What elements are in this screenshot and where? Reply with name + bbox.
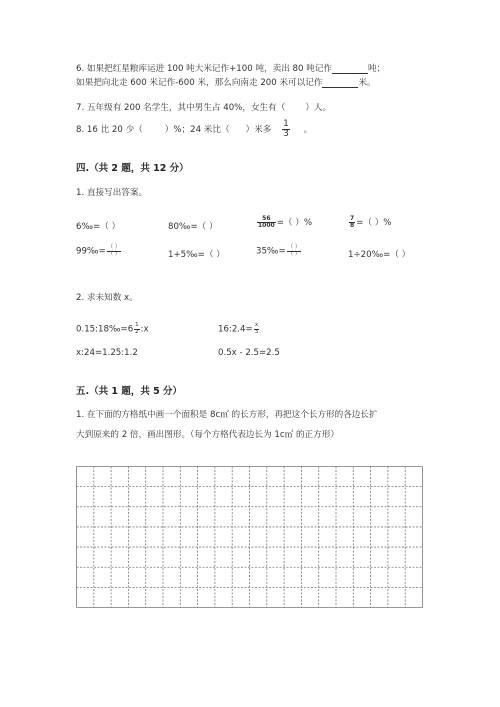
calc-r1c1[interactable]: 6‰=（ ） [76,222,121,232]
q8-end: 。 [303,125,313,135]
q6-line1-text: 6. 如果把红星粮库运进 100 吨大米记作+100 吨，卖出 80 吨记作 [76,64,333,74]
calc-r2c4[interactable]: 1÷20‰=（ ） [348,250,411,260]
grid-paper[interactable] [76,466,423,608]
q6-line2-text: 如果把向北走 600 米记作-600 米，那么向南走 200 米可以记作 [76,78,323,88]
calc-r2c1-pre: 99‰= [76,246,106,257]
calc-r2c3-fraction [287,245,302,257]
equation-1-pre: 0.15:18‰=6 [76,324,134,335]
q8-text-a: 8. 16 比 20 少（ [76,125,143,135]
q6-line1 [76,62,385,74]
equation-2-den: 3 [254,328,259,335]
section5-line1: 1. 在下面的方格纸中画一个面积是 8c㎡ 的长方形，再把这个长方形的各边长扩 [76,410,378,420]
calc-r2c3[interactable] [256,245,302,257]
calc-r1c3-fraction [257,216,276,229]
calc-r1c3-den: 1000 [258,222,275,229]
calc-r2c1-num: （ ） [107,244,121,250]
equation-1-post: :x [140,324,149,335]
equation-2-fraction [254,323,260,335]
equation-4[interactable]: 0.5x - 2.5=2.5 [218,348,280,358]
section5-line2: 大到原来的 2 倍，画出图形。（每个方格代表边长为 1c㎡ 的正方形） [76,430,339,440]
calc-r2c1-fraction [107,245,122,257]
q8-text-b: ）%；24 米比（ [164,125,230,135]
calc-r2c3-den: （ ） [287,250,301,257]
equation-2-pre: 16:2.4= [218,324,253,335]
calc-r1c2[interactable]: 80‰=（ ） [168,222,218,232]
q8-fraction [282,120,290,139]
equation-1-fraction [134,323,140,335]
q7-end: ）人。 [305,103,332,113]
q6-blank-2[interactable] [322,77,358,88]
calc-r1c4-fraction [349,216,355,229]
calc-r1c3-rest: =（ ）% [276,218,312,228]
q8-line [76,120,312,139]
calc-r2c1[interactable] [76,245,122,257]
equation-1[interactable] [76,323,149,335]
calc-r1c4-rest: =（ ）% [356,218,392,228]
section4-q1: 1. 直接写出答案。 [76,188,148,198]
q7-text: 7. 五年级有 200 名学生，其中男生占 40%，女生有（ [76,103,286,113]
section4-q2: 2. 求未知数 x。 [76,293,138,303]
calc-r1c4-num: 7 [350,215,355,222]
equation-1-den: 2 [135,328,139,335]
calc-r2c3-pre: 35‰= [256,246,286,257]
calc-r2c1-den: （ ） [107,250,121,257]
q6-line2-end: 米。 [358,78,376,88]
equation-1-num: 1 [135,322,139,328]
q8-frac-num: 1 [283,119,289,129]
section4-title: 四.（共 2 题，共 12 分） [76,163,189,174]
calc-r1c4[interactable] [348,216,391,229]
q6-line2 [76,76,376,88]
calc-r1c3-num: 56 [257,216,276,223]
q8-frac-den: 3 [283,129,289,139]
q7-line [76,101,331,113]
calc-r2c2[interactable]: 1+5‰=（ ） [168,250,225,260]
section5-title: 五.（共 1 题，共 5 分） [76,386,183,397]
calc-r1c4-den: 8 [350,222,355,229]
equation-2[interactable] [218,323,260,335]
calc-r1c3[interactable] [256,216,312,229]
equation-3[interactable]: x:24=1.25:1.2 [76,348,138,358]
q6-blank-1[interactable] [332,63,368,74]
equation-2-num: x [254,322,259,328]
q8-text-c: ）米多 [245,125,272,135]
q6-line1-end: 吨； [368,64,386,74]
calc-r2c3-num: （ ） [287,244,301,250]
